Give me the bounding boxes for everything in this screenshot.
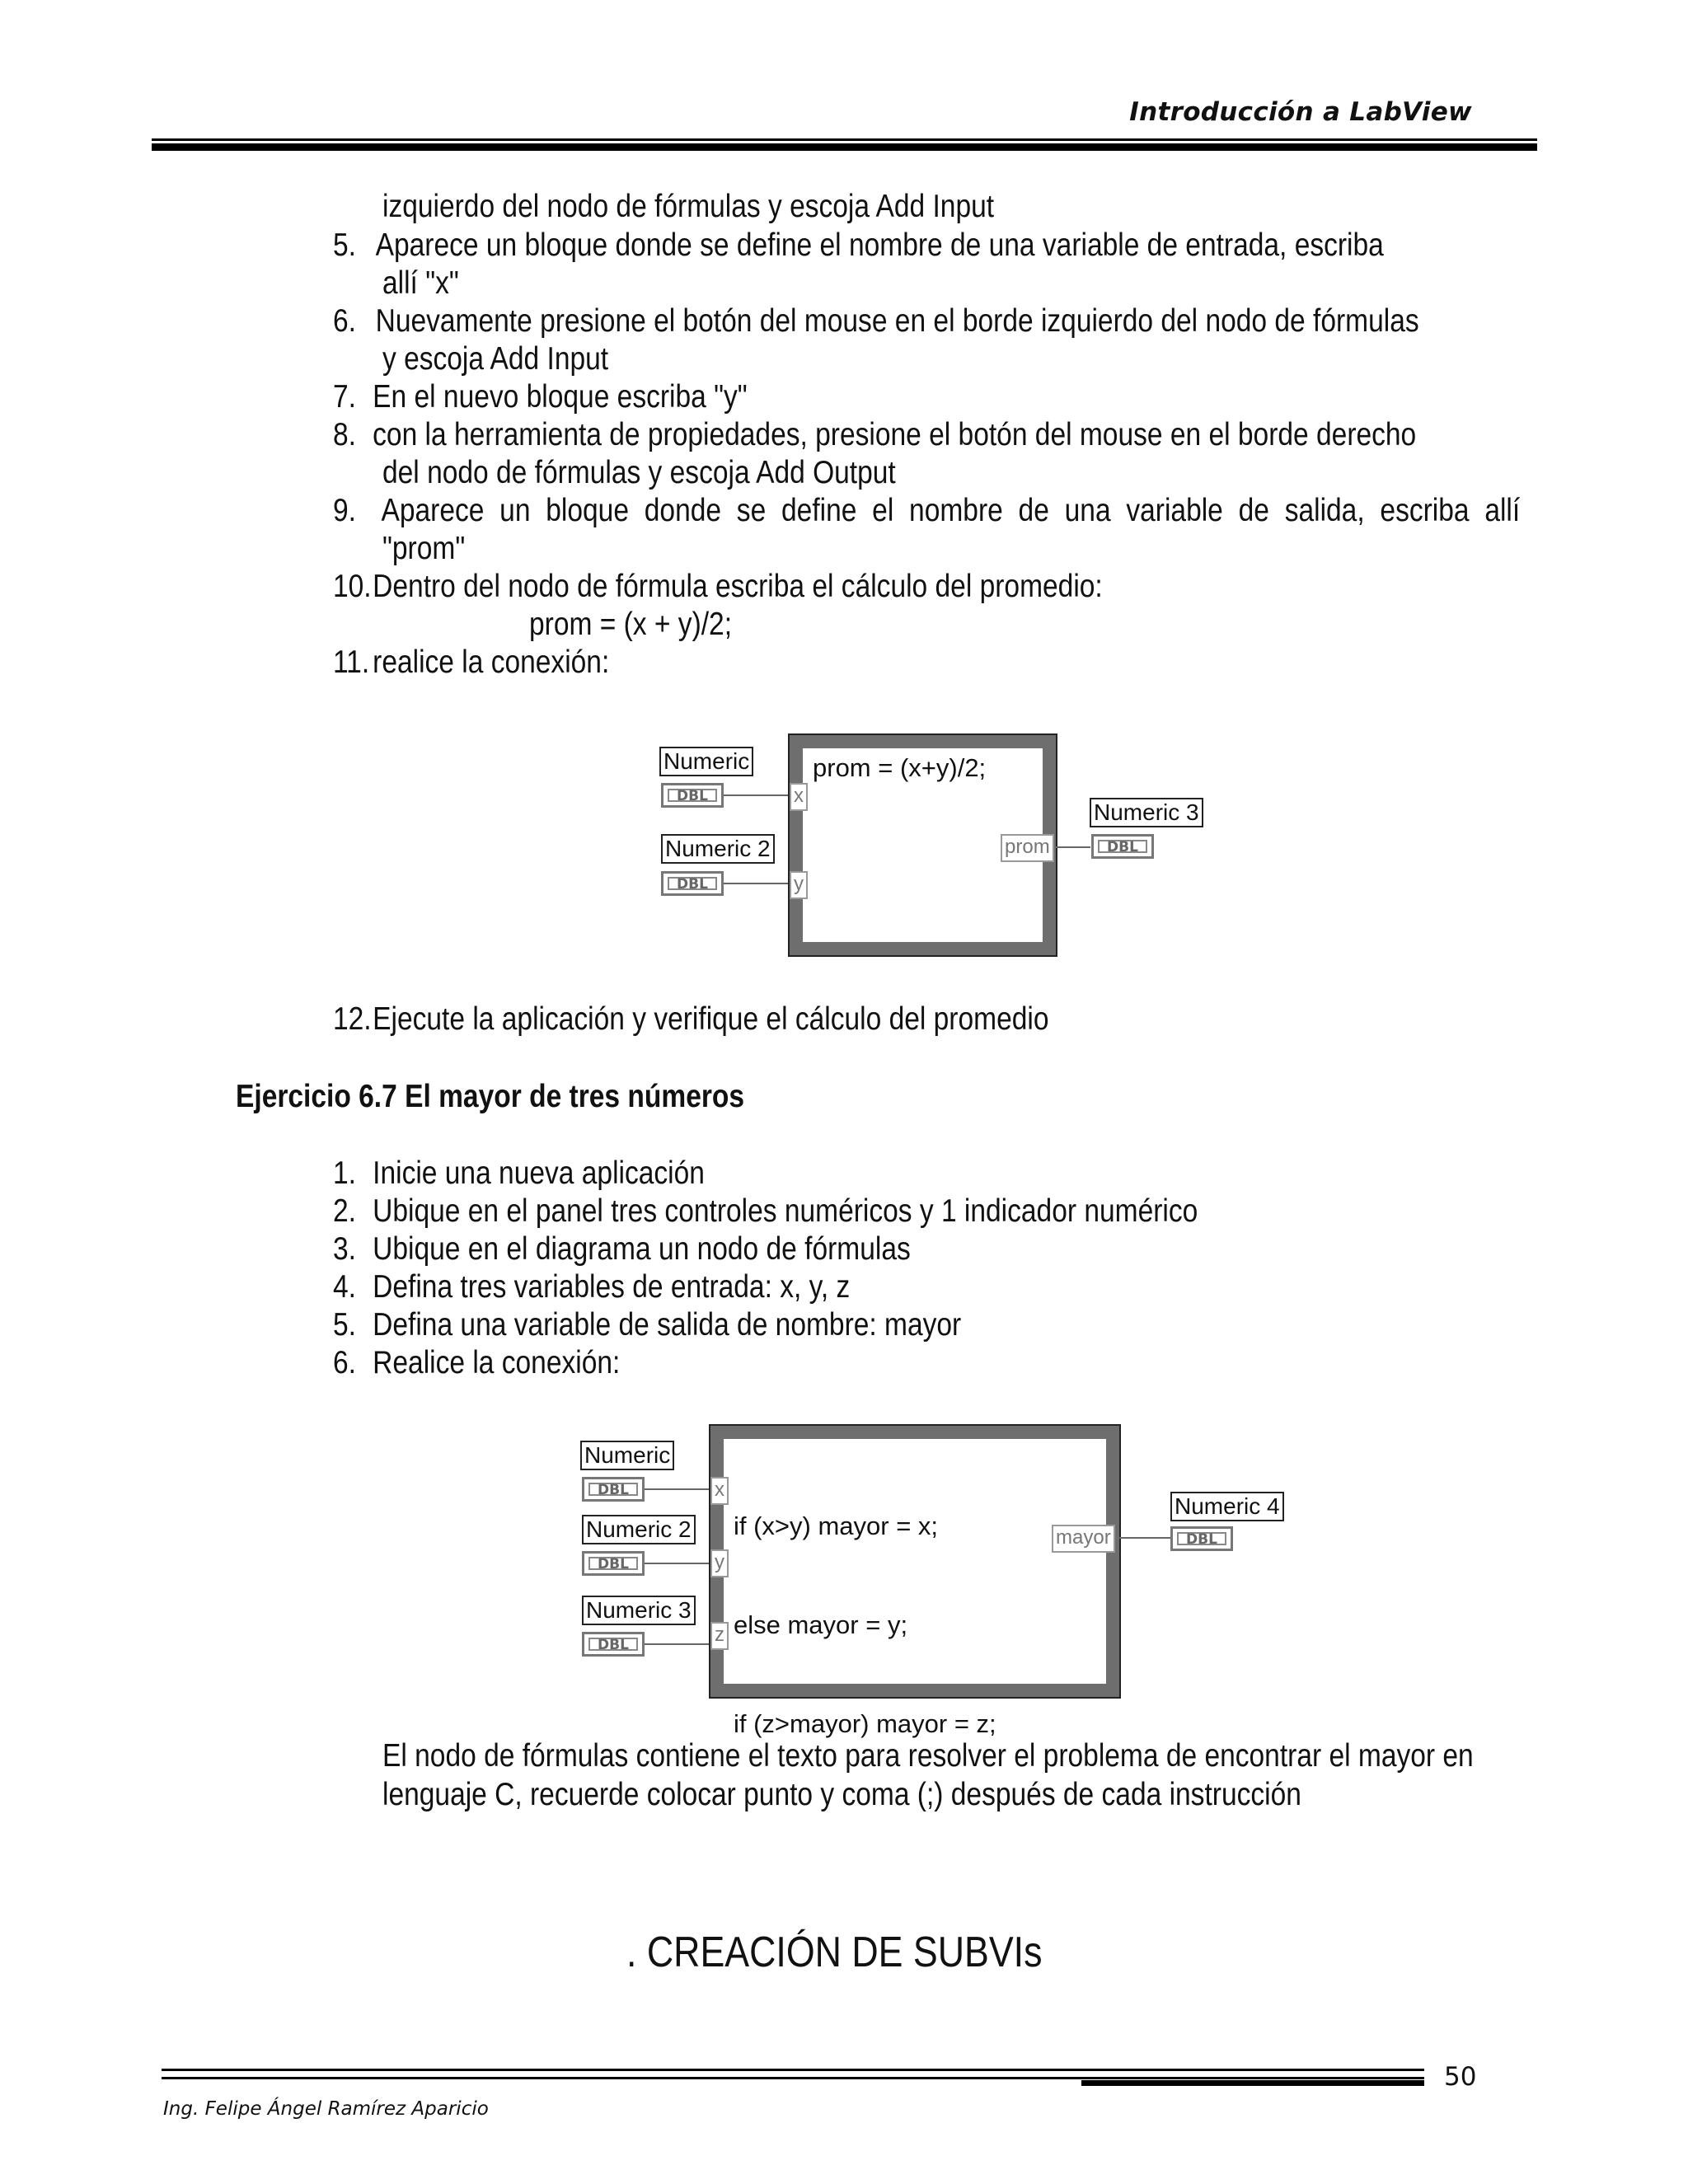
list-item-text: realice la conexión: <box>373 644 610 680</box>
list-item-number: 4. <box>333 1269 356 1305</box>
list-item <box>333 378 748 416</box>
list-item <box>333 1001 1048 1038</box>
dbl-type-label: DBL <box>1177 1532 1226 1545</box>
control-label-numeric-3: Numeric 3 <box>582 1596 696 1625</box>
formula-code-line: else mayor = y; <box>734 1610 908 1639</box>
list-item-number: 6. <box>333 303 356 339</box>
list-item-text: Defina tres variables de entrada: x, y, z <box>373 1269 851 1305</box>
output-terminal-mayor[interactable]: mayor <box>1052 1525 1115 1553</box>
list-item-number: 11. <box>333 644 370 680</box>
list-item-text: Ubique en el panel tres controles numéricos y 1 indicador numérico <box>373 1193 1198 1229</box>
list-item <box>333 1155 705 1193</box>
section-title: . CREACIÓN DE SUBVIs <box>626 1929 1043 1976</box>
list-item-number: 6. <box>333 1345 356 1380</box>
list-item <box>333 568 1103 606</box>
wire <box>724 794 790 796</box>
wire <box>1056 846 1090 848</box>
control-label-numeric: Numeric <box>580 1441 674 1470</box>
wire <box>1119 1537 1170 1539</box>
control-label-numeric: Numeric <box>659 747 753 776</box>
formula-line <box>529 606 732 644</box>
control-label-numeric-2: Numeric 2 <box>582 1515 696 1544</box>
header-rule-thick <box>152 143 1537 151</box>
list-item <box>333 302 1419 340</box>
list-item <box>333 227 1384 265</box>
list-item <box>382 265 459 302</box>
list-item-text: allí "x" <box>382 265 459 301</box>
dbl-type-label: DBL <box>1098 840 1147 853</box>
list-item-text: Nuevamente presione el botón del mouse en el borde izquierdo del nodo de fórmulas <box>375 303 1419 339</box>
list-item-number: 8. <box>333 417 356 452</box>
list-item-number: 5. <box>333 227 356 263</box>
list-item-text: Inicie una nueva aplicación <box>373 1155 705 1191</box>
footer-author: Ing. Felipe Ángel Ramírez Aparicio <box>163 2098 489 2120</box>
list-item-number: 2. <box>333 1193 356 1229</box>
dbl-type-label: DBL <box>588 1483 638 1496</box>
list-item <box>382 530 465 568</box>
list-item-number: 10. <box>333 569 372 604</box>
input-terminal-y[interactable]: y <box>790 871 808 899</box>
formula-code-line: if (x>y) mayor = x; <box>734 1511 939 1540</box>
list-item <box>333 416 1416 454</box>
note-line: El nodo de fórmulas contiene el texto para resolver el problema de encontrar el mayor en <box>382 1738 1474 1774</box>
list-item <box>333 1268 850 1306</box>
page-number: 50 <box>1444 2062 1477 2092</box>
list-item-text: izquierdo del nodo de fórmulas y escoja Add Input <box>382 189 995 224</box>
list-item-text: Aparece un bloque donde se define el nombre de una variable de salida, escriba allí <box>381 493 1521 528</box>
list-item <box>382 454 896 492</box>
wire <box>645 1643 710 1645</box>
list-item <box>382 188 994 226</box>
dbl-type-label: DBL <box>668 789 717 802</box>
dbl-control-terminal[interactable] <box>582 1551 645 1576</box>
list-item-text: Realice la conexión: <box>373 1345 621 1380</box>
list-item <box>333 1230 911 1268</box>
dbl-type-label: DBL <box>588 1557 638 1570</box>
list-item <box>333 1344 620 1382</box>
list-item-text: En el nuevo bloque escriba "y" <box>373 379 748 415</box>
wire <box>645 1563 710 1564</box>
list-item <box>333 492 1520 530</box>
header-rule-thin <box>152 138 1537 141</box>
input-terminal-x[interactable]: x <box>790 783 808 811</box>
list-item-text: Dentro del nodo de fórmula escriba el cálculo del promedio: <box>373 569 1103 604</box>
list-item-number: 5. <box>333 1307 356 1343</box>
list-item-number: 7. <box>333 379 356 415</box>
list-item-number: 9. <box>333 493 356 528</box>
list-item-text: y escoja Add Input <box>382 341 609 377</box>
control-label-numeric-2: Numeric 2 <box>661 834 775 864</box>
list-item-text: Aparece un bloque donde se define el nombre de una variable de entrada, escriba <box>375 227 1384 263</box>
list-item-text: prom = (x + y)/2; <box>529 607 733 642</box>
list-item-text: con la herramienta de propiedades, presione el botón del mouse en el borde derecho <box>373 417 1417 452</box>
list-item <box>333 1306 961 1344</box>
list-item-text: Ubique en el diagrama un nodo de fórmulas <box>373 1231 911 1267</box>
input-terminal-z[interactable]: z <box>710 1622 729 1650</box>
note-line: lenguaje C, recuerde colocar punto y coma (;) después de cada instrucción <box>382 1777 1301 1812</box>
dbl-indicator-terminal[interactable] <box>1091 834 1154 859</box>
list-item-number: 3. <box>333 1231 356 1267</box>
dbl-type-label: DBL <box>668 877 717 890</box>
header-title: Introducción a LabView <box>1129 97 1472 127</box>
list-item-text: "prom" <box>382 531 466 566</box>
input-terminal-y[interactable]: y <box>710 1549 729 1577</box>
list-item <box>382 340 608 378</box>
exercise-heading: Ejercicio 6.7 El mayor de tres números <box>236 1079 745 1114</box>
dbl-control-terminal[interactable] <box>661 783 724 808</box>
footer-rule-thin <box>162 2069 1424 2071</box>
dbl-control-terminal[interactable] <box>582 1632 645 1657</box>
list-item <box>333 1193 1198 1230</box>
indicator-label-numeric-4: Numeric 4 <box>1170 1492 1284 1521</box>
dbl-control-terminal[interactable] <box>661 871 724 896</box>
list-item <box>333 644 609 682</box>
wire <box>724 883 790 884</box>
output-terminal-prom[interactable]: prom <box>1001 834 1054 862</box>
footer-rule-thick <box>1081 2080 1424 2086</box>
wire <box>645 1488 710 1490</box>
footer-rule-thin <box>162 2077 1424 2079</box>
dbl-indicator-terminal[interactable] <box>1170 1526 1233 1551</box>
formula-code-line: prom = (x+y)/2; <box>813 753 987 782</box>
list-item-number: 12. <box>333 1001 372 1037</box>
indicator-label-numeric-3: Numeric 3 <box>1090 798 1203 827</box>
list-item-text: del nodo de fórmulas y escoja Add Output <box>382 455 896 490</box>
list-item-number: 1. <box>333 1155 356 1191</box>
formula-code-line: if (z>mayor) mayor = z; <box>734 1709 996 1738</box>
dbl-control-terminal[interactable] <box>582 1477 645 1502</box>
list-item-text: Ejecute la aplicación y verifique el cálculo del promedio <box>373 1001 1049 1037</box>
list-item-text: Defina una variable de salida de nombre: mayor <box>373 1307 962 1343</box>
input-terminal-x[interactable]: x <box>710 1477 729 1505</box>
dbl-type-label: DBL <box>588 1638 638 1651</box>
